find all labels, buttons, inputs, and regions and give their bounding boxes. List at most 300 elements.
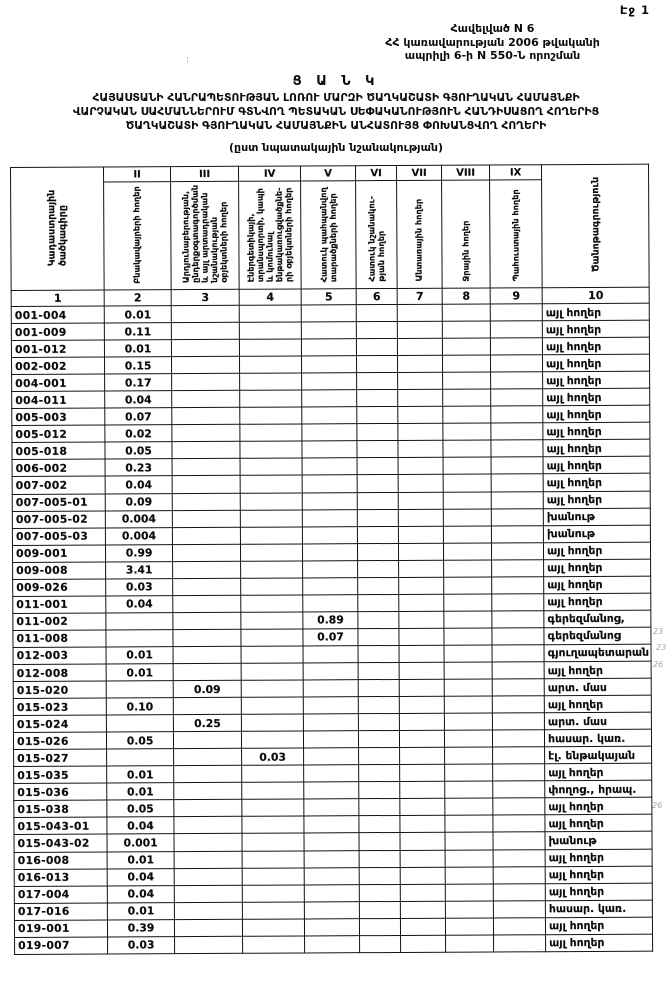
area-value-cell [172, 374, 240, 391]
area-value-cell [491, 457, 543, 474]
note-cell: խանութ [545, 832, 652, 850]
area-value-cell [493, 849, 545, 866]
area-value-cell [174, 851, 242, 868]
note-header: Ծանոթագրություն [541, 164, 649, 288]
area-value-cell [399, 662, 444, 679]
area-value-cell [302, 543, 357, 560]
column-number: 9 [490, 288, 542, 304]
area-value-cell [358, 662, 399, 679]
area-value-cell [443, 372, 491, 389]
column-number: 7 [397, 288, 442, 304]
note-cell: այլ հողեր [544, 576, 651, 594]
area-value-cell [303, 646, 358, 663]
area-value-cell [304, 816, 359, 833]
area-value-cell [357, 373, 398, 390]
note-cell: հասար. կառ. [544, 729, 651, 747]
area-value-cell: 0.01 [107, 766, 174, 783]
area-value-cell: 0.02 [105, 425, 172, 442]
area-value-cell [399, 679, 444, 696]
area-value-cell: 0.04 [106, 595, 173, 612]
area-value-cell: 3.41 [106, 561, 173, 578]
page-number: Էջ 1 [619, 3, 650, 17]
cadastral-code-cell: 017-004 [14, 886, 107, 904]
title-line: ՀԱՅԱՍՏԱՆԻ ՀԱՆՐԱՊԵՏՈՒԹՅԱՆ ԼՈՌՈՒ ՄԱՐԶԻ ԾԱՂԿԱՇԱՏԻ ԳՅՈՒՂԱԿԱՆ ՀԱՄԱՅՆՔԻ [92, 91, 580, 104]
area-value-cell [400, 884, 445, 901]
area-value-cell [491, 474, 543, 491]
cadastral-code-cell: 015-024 [13, 715, 106, 733]
area-value-cell [356, 322, 397, 339]
cadastral-code-cell: 007-005-01 [12, 494, 105, 512]
cadastral-code-cell: 015-027 [14, 749, 107, 767]
area-value-cell [174, 800, 242, 817]
area-value-cell [491, 525, 543, 542]
area-value-cell [106, 681, 173, 698]
area-value-cell [304, 867, 359, 884]
area-value-cell: 0.07 [105, 408, 172, 425]
area-value-cell [106, 613, 173, 630]
area-value-cell: 0.01 [104, 306, 171, 323]
area-value-cell [445, 849, 493, 866]
area-value-cell [172, 408, 240, 425]
title-line: ԾԱՂԿԱՇԱՏԻ ԳՅՈՒՂԱԿԱՆ ՀԱՄԱՅՆՔԻՆ ԱՆՀԱՏՈՒՅՑ ՓՈԽԱՆՑՎՈՂ ՀՈՂԵՐԻ [125, 119, 547, 133]
area-value-cell [304, 748, 359, 765]
area-value-cell [172, 391, 240, 408]
area-value-cell [172, 544, 240, 561]
area-value-cell: 0.004 [105, 527, 172, 544]
note-cell: խանութ [543, 508, 650, 526]
area-value-cell [400, 782, 445, 799]
area-value-cell [357, 543, 398, 560]
area-value-cell [302, 390, 357, 407]
cadastral-code-cell: 005-018 [12, 442, 105, 460]
area-value-cell [359, 901, 400, 918]
col-header-settlement-lands: Բնակավայրերի հողեր [104, 182, 172, 290]
area-value-cell [444, 662, 492, 679]
area-value-cell: 0.04 [105, 476, 172, 493]
area-value-cell [106, 630, 173, 647]
area-value-cell [173, 697, 241, 714]
area-value-cell [493, 781, 545, 798]
appendix-line: ապրիլի 6-ի N 550-Ն որոշման [404, 49, 581, 62]
area-value-cell [359, 850, 400, 867]
area-value-cell [240, 373, 302, 390]
cadastral-code-cell: 017-016 [14, 903, 107, 921]
col-header-forest-lands: Անտառային հողեր [397, 180, 443, 288]
area-value-cell [398, 509, 443, 526]
area-value-cell: 0.39 [107, 919, 174, 936]
note-cell: այլ հողեր [545, 849, 652, 867]
area-value-cell [174, 902, 242, 919]
area-value-cell [358, 697, 399, 714]
area-value-cell [491, 406, 543, 423]
area-value-cell [493, 832, 545, 849]
area-value-cell [240, 544, 302, 561]
cadastral-code-cell: 005-003 [12, 408, 105, 426]
roman-numeral: VIII [441, 165, 489, 180]
area-value-cell [302, 526, 357, 543]
area-value-cell [443, 474, 491, 491]
col-header-reserve-lands: Պահուստային հողեր [490, 180, 543, 288]
note-cell: այլ հողեր [544, 661, 651, 679]
area-value-cell [399, 628, 444, 645]
area-value-cell [174, 783, 242, 800]
area-value-cell [172, 527, 240, 544]
area-value-cell [172, 442, 240, 459]
area-value-cell [301, 356, 356, 373]
area-value-cell: 0.17 [105, 374, 172, 391]
col-header-protected-lands: Հատուկ պահպանվող տարածքների հողեր [301, 181, 357, 289]
area-value-cell [398, 492, 443, 509]
area-value-cell: 0.23 [105, 459, 172, 476]
area-value-cell [240, 527, 302, 544]
area-value-cell [240, 510, 302, 527]
area-value-cell [399, 594, 444, 611]
area-value-cell [397, 304, 442, 321]
area-value-cell [304, 884, 359, 901]
area-value-cell [172, 459, 240, 476]
area-value-cell [171, 322, 239, 339]
area-value-cell [239, 305, 301, 322]
area-value-cell [397, 338, 442, 355]
area-value-cell [493, 764, 545, 781]
area-value-cell [442, 355, 490, 372]
area-value-cell [173, 578, 241, 595]
area-value-cell [399, 730, 444, 747]
roman-numeral: IV [238, 166, 300, 181]
area-value-cell [301, 322, 356, 339]
area-value-cell [490, 355, 542, 372]
area-value-cell [303, 731, 358, 748]
note-cell: այլ հողեր [545, 917, 652, 935]
area-value-cell [173, 612, 241, 629]
column-number: 4 [239, 289, 301, 305]
note-cell: այլ հողեր [545, 866, 652, 884]
cadastral-code-cell: 001-009 [11, 323, 104, 341]
area-value-cell [359, 918, 400, 935]
area-value-cell [304, 799, 359, 816]
area-value-cell [358, 628, 399, 645]
area-value-cell [359, 884, 400, 901]
area-value-cell [240, 458, 302, 475]
area-value-cell [304, 782, 359, 799]
area-value-cell [444, 730, 492, 747]
area-value-cell [303, 680, 358, 697]
document-subtitle: (ըստ նպատակային նշանակության) [229, 141, 443, 154]
area-value-cell [359, 867, 400, 884]
area-value-cell [445, 832, 493, 849]
area-value-cell [397, 321, 442, 338]
area-value-cell [400, 850, 445, 867]
area-value-cell [357, 424, 398, 441]
area-value-cell [239, 356, 301, 373]
area-value-cell [240, 424, 302, 441]
area-value-cell [242, 868, 304, 885]
area-value-cell [359, 816, 400, 833]
area-value-cell [492, 559, 544, 576]
area-value-cell [397, 355, 442, 372]
area-value-cell [445, 918, 493, 935]
area-value-cell [442, 304, 490, 321]
area-value-cell [172, 476, 240, 493]
area-value-cell [442, 321, 490, 338]
area-value-cell [241, 578, 303, 595]
cadastral-code-cell: 007-005-02 [12, 511, 105, 529]
area-value-cell [492, 576, 544, 593]
area-value-cell: 0.01 [106, 647, 173, 664]
area-value-cell [302, 407, 357, 424]
area-value-cell [242, 850, 304, 867]
note-cell: փողոց., հրապ. [545, 780, 652, 798]
document-title [0, 91, 672, 134]
area-value-cell: 0.99 [105, 544, 172, 561]
cadastral-code-cell: 005-012 [12, 425, 105, 443]
area-value-cell [400, 867, 445, 884]
area-value-cell [446, 935, 494, 952]
area-value-cell [492, 645, 544, 662]
area-value-cell [400, 799, 445, 816]
note-cell: այլ հողեր [545, 798, 652, 816]
area-value-cell [444, 713, 492, 730]
col-header-special-lands: Հատուկ նշանակու- թյան հողեր [356, 180, 398, 288]
area-value-cell [241, 646, 303, 663]
cadastral-code-cell: 007-005-03 [12, 528, 105, 546]
area-value-cell [241, 680, 303, 697]
note-cell: այլ հողեր [543, 440, 650, 458]
area-value-cell [302, 424, 357, 441]
cadastral-code-cell: 011-002 [13, 613, 106, 631]
note-cell: հասար. կառ. [545, 900, 652, 918]
area-value-cell [491, 389, 543, 406]
area-value-cell [443, 440, 491, 457]
cadastral-code-cell: 004-001 [12, 374, 105, 392]
area-value-cell [492, 628, 544, 645]
note-cell: այլ հողեր [546, 934, 653, 952]
area-value-cell [241, 731, 303, 748]
area-value-cell [492, 713, 544, 730]
area-value-cell [445, 884, 493, 901]
table-body [11, 303, 652, 954]
area-value-cell [243, 936, 305, 953]
area-value-cell [303, 594, 358, 611]
cadastral-code-cell: 015-043-01 [14, 817, 107, 835]
column-number: 1 [11, 290, 104, 306]
cadastral-code-cell: 015-026 [13, 732, 106, 750]
note-cell: այլ հողեր [543, 474, 650, 492]
area-value-cell [303, 663, 358, 680]
column-number: 3 [171, 289, 239, 305]
area-value-cell [241, 714, 303, 731]
area-value-cell [492, 696, 544, 713]
title-line: ՎԱՐՉԱԿԱՆ ՍԱՀՄԱՆՆԵՐՈՒՄ ԳՏՆՎՈՂ ՊԵՏԱԿԱՆ ՍԵՓԱԿԱՆՈՒԹՅՈՒՆ ՀԱՆԴԻՍԱՑՈՂ ՀՈՂԵՐԻՑ [72, 105, 600, 119]
cadastral-code-cell: 015-020 [13, 681, 106, 699]
cadastral-code-cell: 009-001 [12, 545, 105, 563]
area-value-cell [303, 697, 358, 714]
area-value-cell [175, 936, 243, 953]
area-value-cell [401, 935, 446, 952]
area-value-cell [443, 492, 491, 509]
note-cell: այլ հողեր [545, 883, 652, 901]
column-number: 6 [356, 288, 397, 304]
area-value-cell: 0.01 [104, 340, 171, 357]
note-cell: այլ հողեր [545, 815, 652, 833]
cadastral-code-cell: 009-008 [13, 562, 106, 580]
area-value-cell [491, 542, 543, 559]
area-value-cell [358, 680, 399, 697]
area-value-cell [173, 731, 241, 748]
area-value-cell [492, 611, 544, 628]
note-cell: այլ հողեր [543, 422, 650, 440]
note-cell: այլ հողեր [545, 763, 652, 781]
area-value-cell [173, 629, 241, 646]
handwritten-margin-mark: 26 [652, 801, 663, 810]
column-number: 5 [301, 289, 356, 305]
col-header-industry-lands: Արդյունաբերության, ընդերքօգտագործման և այլ արտադրական նշանակության օբյեկտների հողեր [171, 181, 240, 289]
area-value-cell [302, 441, 357, 458]
area-value-cell [492, 594, 544, 611]
area-value-cell: 0.01 [107, 851, 174, 868]
area-value-cell [400, 901, 445, 918]
handwritten-margin-mark: 26 [653, 660, 664, 669]
area-value-cell [490, 338, 542, 355]
area-value-cell [304, 765, 359, 782]
area-value-cell [242, 902, 304, 919]
area-value-cell [398, 458, 443, 475]
cadastral-code-cell: 012-008 [13, 664, 106, 682]
area-value-cell [242, 919, 304, 936]
area-value-cell [302, 475, 357, 492]
note-cell: այլ հողեր [543, 371, 650, 389]
area-value-cell [493, 917, 545, 934]
area-value-cell [492, 662, 544, 679]
note-cell: գերեզմանոց [544, 627, 651, 645]
cadastral-code-cell: 001-004 [11, 306, 104, 324]
area-value-cell [398, 543, 443, 560]
roman-numeral: VII [396, 165, 441, 180]
area-value-cell: 0.01 [106, 664, 173, 681]
area-value-cell [443, 406, 491, 423]
area-value-cell [242, 816, 304, 833]
area-value-cell [357, 526, 398, 543]
area-value-cell [302, 458, 357, 475]
cadastral-code-cell: 019-007 [15, 937, 108, 955]
area-value-cell [398, 424, 443, 441]
area-value-cell [442, 338, 490, 355]
area-value-cell [491, 440, 543, 457]
area-value-cell [173, 561, 241, 578]
area-value-cell [493, 900, 545, 917]
area-value-cell [443, 457, 491, 474]
cadastral-code-cell: 002-002 [11, 357, 104, 375]
area-value-cell [172, 510, 240, 527]
note-cell: այլ հողեր [544, 559, 651, 577]
area-value-cell [357, 407, 398, 424]
cadastral-code-cell: 011-001 [13, 596, 106, 614]
area-value-cell [399, 577, 444, 594]
area-value-cell [241, 697, 303, 714]
area-value-cell [444, 594, 492, 611]
area-value-cell: 0.10 [106, 698, 173, 715]
area-value-cell [356, 339, 397, 356]
land-transfer-table [10, 164, 653, 955]
area-value-cell [358, 594, 399, 611]
area-value-cell [359, 748, 400, 765]
area-value-cell [398, 407, 443, 424]
cadastral-code-cell: 016-013 [14, 869, 107, 887]
area-value-cell [171, 339, 239, 356]
area-value-cell [445, 764, 493, 781]
roman-numeral: II [104, 167, 171, 182]
roman-numeral-row [11, 164, 649, 182]
area-value-cell [444, 611, 492, 628]
area-value-cell [400, 747, 445, 764]
area-value-cell [443, 526, 491, 543]
area-value-cell [492, 679, 544, 696]
area-value-cell [240, 475, 302, 492]
area-value-cell [239, 339, 301, 356]
area-value-cell: 0.04 [107, 868, 174, 885]
area-value-cell [493, 798, 545, 815]
note-cell: գյուղապետարան [544, 644, 651, 662]
area-value-cell [240, 407, 302, 424]
area-value-cell [241, 629, 303, 646]
cadastral-code-header: Կադաստրային ծածկագիրը [11, 167, 105, 291]
roman-numeral: V [300, 166, 355, 181]
area-value-cell: 0.04 [105, 391, 172, 408]
area-value-cell [171, 305, 239, 322]
roman-numeral: III [171, 166, 239, 181]
area-value-cell [358, 731, 399, 748]
area-value-cell [491, 372, 543, 389]
cadastral-code-cell: 011-008 [13, 630, 106, 648]
area-value-cell [304, 833, 359, 850]
area-value-cell [445, 867, 493, 884]
area-value-cell [174, 885, 242, 902]
area-value-cell [359, 765, 400, 782]
area-value-cell [241, 561, 303, 578]
area-value-cell [399, 560, 444, 577]
note-cell: արտ. մաս [544, 678, 651, 696]
area-value-cell: 0.15 [104, 357, 171, 374]
area-value-cell [493, 883, 545, 900]
cadastral-code-cell: 012-003 [13, 647, 106, 665]
area-value-cell [400, 833, 445, 850]
area-value-cell [399, 611, 444, 628]
area-value-cell [492, 730, 544, 747]
area-value-cell [443, 389, 491, 406]
area-value-cell [240, 390, 302, 407]
note-cell: գերեզմանոց, [544, 610, 651, 628]
area-value-cell [359, 833, 400, 850]
area-value-cell [400, 918, 445, 935]
area-value-cell [358, 560, 399, 577]
area-value-cell [398, 389, 443, 406]
area-value-cell [490, 321, 542, 338]
area-value-cell [357, 492, 398, 509]
area-value-cell [398, 441, 443, 458]
area-value-cell [399, 645, 444, 662]
area-value-cell [359, 799, 400, 816]
area-value-cell [172, 493, 240, 510]
note-cell: այլ հողեր [543, 542, 650, 560]
area-value-cell [491, 491, 543, 508]
appendix-line: ՀՀ կառավարության 2006 թվականի [385, 35, 600, 49]
area-value-cell: 0.25 [173, 714, 241, 731]
area-value-cell [493, 866, 545, 883]
note-cell: այլ հողեր [543, 491, 650, 509]
land-transfer-table-wrapper [10, 164, 653, 955]
area-value-cell [242, 885, 304, 902]
area-value-cell [173, 646, 241, 663]
